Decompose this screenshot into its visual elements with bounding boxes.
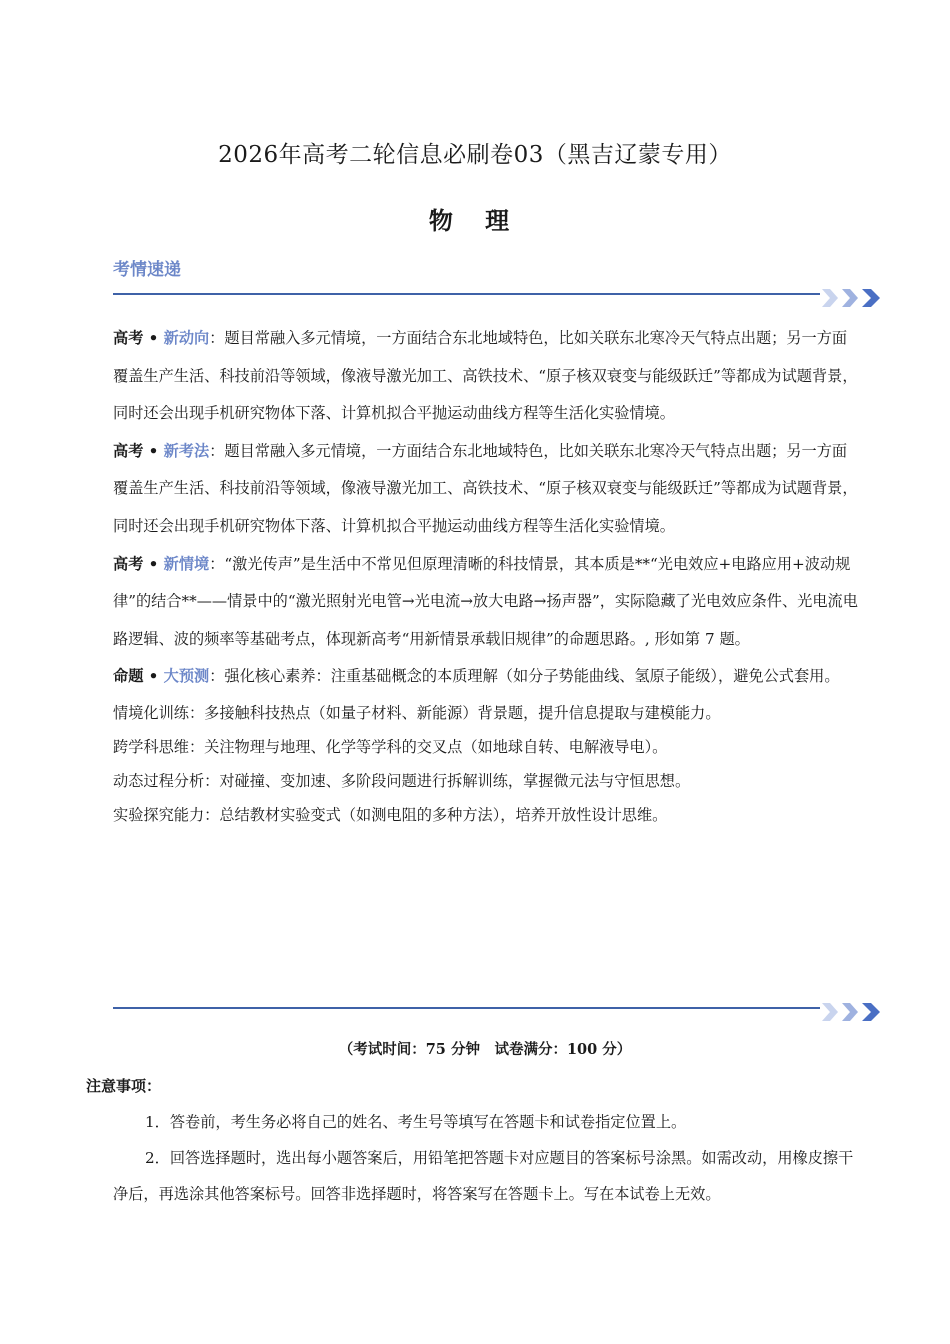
paragraph-text: ：强化核心素养：注重基础概念的本质理解（如分子势能曲线、氢原子能级），避免公式套用。 xyxy=(209,667,840,686)
bottom-chevron-arrows-icon xyxy=(820,1000,884,1024)
paragraph-lead: 高考 • xyxy=(113,441,164,460)
paragraph-lead: 高考 • xyxy=(113,329,164,347)
paragraph-lead: 命题 • xyxy=(113,667,164,686)
document-title: 2026年高考二轮信息必刷卷03（黑吉辽蒙专用） xyxy=(218,142,732,168)
overview-paragraph xyxy=(113,320,858,433)
notice-item: 2．回答选择题时，选出每小题答案后，用铅笔把答题卡对应题目的答案标号涂黑。如需改动，用橡皮擦干净后，再选涂其他答案标号。回答非选择题时，将答案写在答题卡上。写在本试卷上无效。 xyxy=(113,1149,854,1203)
paragraph-tag: 新情境 xyxy=(163,554,210,573)
paragraph-lead: 高考 • xyxy=(113,554,164,573)
overview-paragraph xyxy=(113,658,858,696)
overview-paragraph xyxy=(113,433,858,546)
tip-line: 情境化训练：多接触科技热点（如量子材料、新能源）背景题，提升信息提取与建模能力。 xyxy=(113,703,721,722)
notice-list xyxy=(113,1104,863,1212)
exam-time-info: （考试时间：75 分钟 试卷满分：100 分） xyxy=(338,1041,632,1058)
tip-line: 动态过程分析：对碰撞、变加速、多阶段问题进行拆解训练，掌握微元法与守恒思想。 xyxy=(113,771,691,790)
overview-paragraph xyxy=(113,546,858,659)
paragraph-tag: 新考法 xyxy=(163,441,210,460)
tip-line: 跨学科思维：关注物理与地理、化学等学科的交叉点（如地球自转、电解液导电）。 xyxy=(113,737,668,756)
paragraph-text: ：题目常融入多元情境，一方面结合东北地域特色，比如关联东北寒冷天气特点出题；另一方面覆盖生产生活、科技前沿等领域，像液导激光加工、高铁技术、“原子核双衰变与能级跃迁”等都成为试题背景，同时还会出现手机研究物体下落、计算机拟合平抛运动曲线方程等生活化实验情境。 xyxy=(113,441,858,535)
subject-title: 物 理 xyxy=(428,206,522,235)
top-chevron-arrows-icon xyxy=(820,286,884,310)
top-divider-line xyxy=(113,293,820,295)
notice-item: 1．答卷前，考生务必将自己的姓名、考生号等填写在答题卡和试卷指定位置上。 xyxy=(145,1113,687,1131)
paragraph-tag: 大预测 xyxy=(163,667,210,686)
section-heading: 考情速递 xyxy=(113,260,181,280)
paragraph-tag: 新动向 xyxy=(163,329,210,347)
notice-heading: 注意事项： xyxy=(86,1077,162,1095)
bottom-divider-line xyxy=(113,1007,820,1009)
paragraph-text: ：“激光传声”是生活中不常见但原理清晰的科技情景，其本质是**“光电效应+电路应用+波动规律”的结合**——情景中的“激光照射光电管→光电流→放大电路→扬声器”，实际隐藏了光电效应条件、光电流电路逻辑、波的频率等基础考点，体现新高考“用新情景承载旧规律”的命题思路。, 形如第 7 题。 xyxy=(113,554,858,648)
paragraph-text: ：题目常融入多元情境，一方面结合东北地域特色，比如关联东北寒冷天气特点出题；另一方面覆盖生产生活、科技前沿等领域，像液导激光加工、高铁技术、“原子核双衰变与能级跃迁”等都成为试题背景，同时还会出现手机研究物体下落、计算机拟合平抛运动曲线方程等生活化实验情境。 xyxy=(113,329,858,423)
exam-overview xyxy=(113,320,858,832)
tip-line: 实验探究能力：总结教材实验变式（如测电阻的多种方法），培养开放性设计思维。 xyxy=(113,805,668,824)
